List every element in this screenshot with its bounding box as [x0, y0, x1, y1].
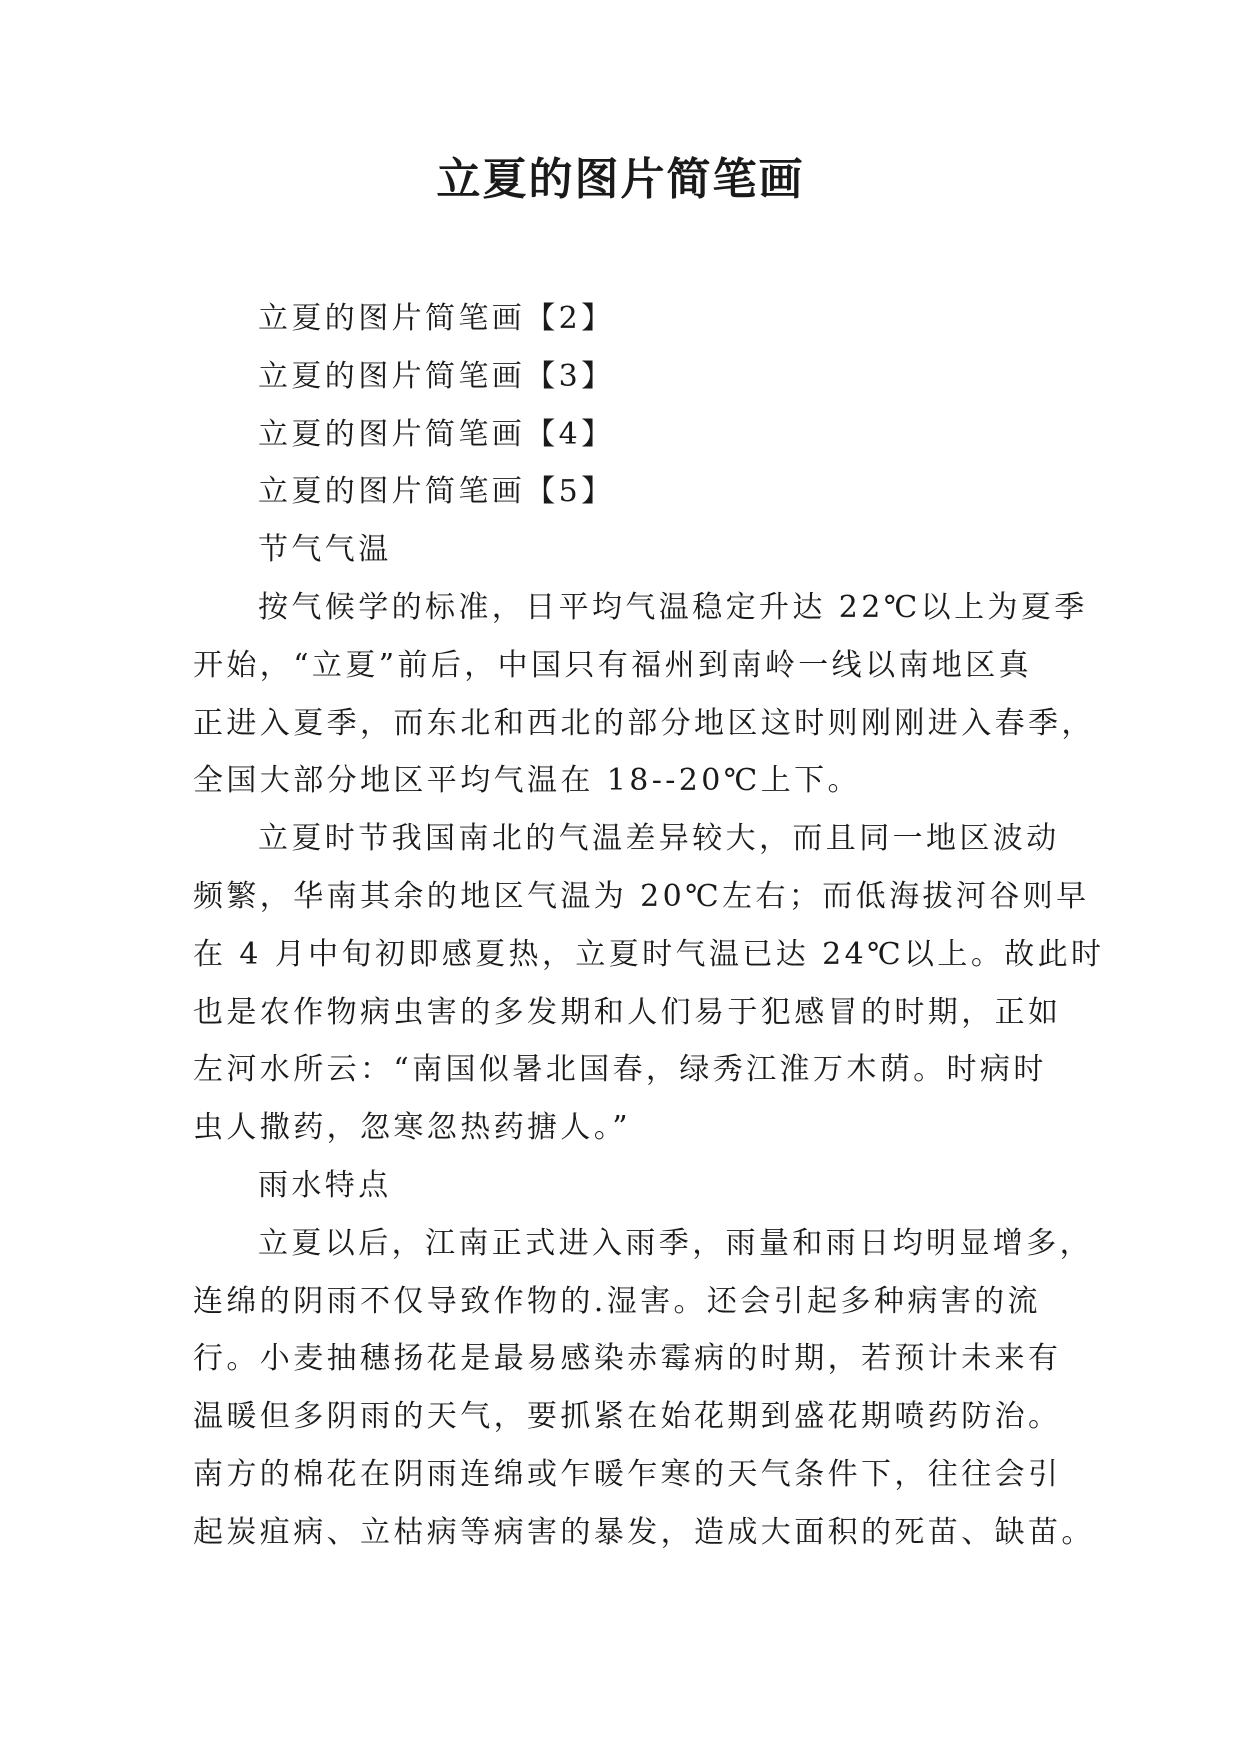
text-line: 也是农作物病虫害的多发期和人们易于犯感冒的时期，正如 — [193, 994, 1062, 1030]
text-line: 行。小麦抽穗扬花是最易感染赤霉病的时期，若预计未来有 — [193, 1341, 1062, 1377]
text-line: 立夏的图片简笔画【5】 — [258, 474, 615, 510]
text-line: 雨水特点 — [258, 1167, 392, 1203]
text-line: 全国大部分地区平均气温在 18--20℃上下。 — [193, 763, 861, 799]
text-line: 虫人撒药，忽寒忽热药搪人。” — [193, 1110, 631, 1146]
text-line: 按气候学的标准，日平均气温稳定升达 22℃以上为夏季 — [258, 589, 1088, 625]
text-line: 频繁，华南其余的地区气温为 20℃左右；而低海拔河谷则早 — [193, 878, 1090, 914]
text-line: 立夏的图片简笔画【4】 — [258, 416, 615, 452]
text-line: 连绵的阴雨不仅导致作物的.湿害。还会引起多种病害的流 — [193, 1283, 1041, 1319]
text-line: 立夏的图片简笔画【3】 — [258, 358, 615, 394]
page-title: 立夏的图片简笔画 — [436, 154, 805, 205]
text-line: 温暖但多阴雨的天气，要抓紧在始花期到盛花期喷药防治。 — [193, 1399, 1062, 1435]
text-line: 立夏时节我国南北的气温差异较大，而且同一地区波动 — [258, 821, 1060, 857]
text-line: 左河水所云：“南国似暑北国春，绿秀江淮万木荫。时病时 — [193, 1052, 1047, 1088]
text-line: 立夏以后，江南正式进入雨季，雨量和雨日均明显增多， — [258, 1225, 1093, 1261]
text-line: 在 4 月中旬初即感夏热，立夏时气温已达 24℃以上。故此时 — [193, 936, 1105, 972]
document-body — [193, 290, 1105, 1562]
text-line: 起炭疽病、立枯病等病害的暴发，造成大面积的死苗、缺苗。 — [193, 1514, 1095, 1550]
text-line: 节气气温 — [258, 532, 392, 568]
text-line: 开始，“立夏”前后，中国只有福州到南岭一线以南地区真 — [193, 647, 1033, 683]
text-line: 立夏的图片简笔画【2】 — [258, 301, 615, 336]
text-line: 南方的棉花在阴雨连绵或乍暖乍寒的天气条件下，往往会引 — [193, 1456, 1062, 1492]
text-line: 正进入夏季，而东北和西北的部分地区这时则刚刚进入春季， — [193, 705, 1095, 741]
